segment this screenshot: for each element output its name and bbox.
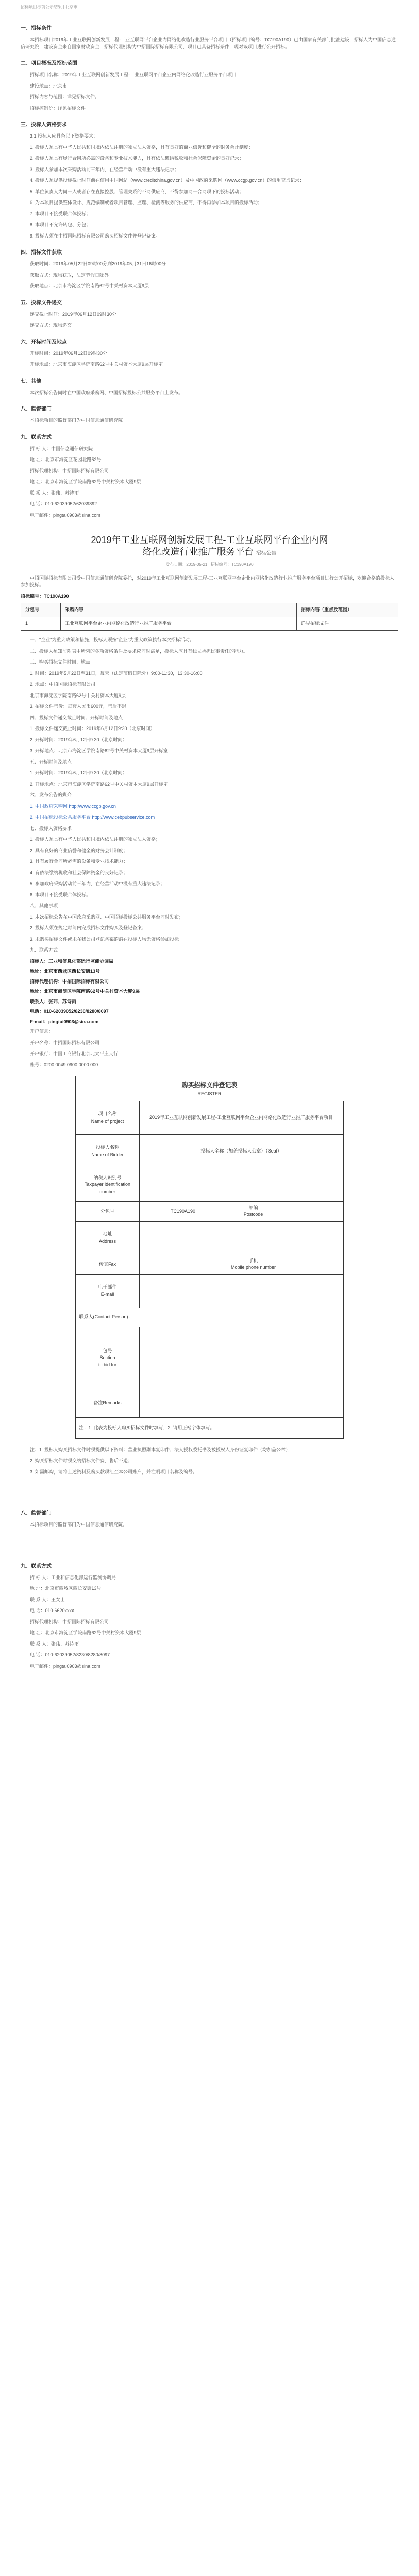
section-4-para: 获取时间：2019年05月22日09时00分到2019年05月31日16时00分 [30, 261, 166, 266]
form-row [76, 1201, 343, 1221]
section-3-para: 7. 本项目不接受联合体投标； [30, 211, 91, 216]
section-6-para: 开标地点：北京市海淀区学院南路62号中关村资本大厦9层开标室 [30, 362, 163, 367]
form-label-contact: 联系人(Contact Person)： [76, 1308, 343, 1327]
announcement-para: 八、其他事项 [30, 903, 58, 909]
package-cell: 详见招标文件 [297, 617, 398, 631]
form-field-remarks[interactable] [139, 1389, 343, 1417]
spacer [21, 1480, 398, 1500]
form-field-taxpayer[interactable] [139, 1168, 343, 1201]
section-4-title: 四、招标文件获取 [21, 250, 62, 256]
announcement-para: 一、"企业"为重大政策和措施，投标人须按"企业"为重大政策执行本次招标活动。 [30, 637, 194, 643]
form-label-address: 地址 Address [76, 1221, 139, 1255]
section-5-para: 递交截止时间：2019年06月12日09时30分 [30, 311, 117, 317]
announcement-para: 1. 时间：2019年5月22日至31日，每天（法定节假日除外）9:00-11:30，13:30-16:00 [30, 670, 203, 676]
section-5-para: 递交方式：现场递交 [30, 323, 72, 328]
section-1-title: 一、招标条件 [21, 26, 52, 31]
final-contact-line: 电 话：010-6620xxxx [30, 1608, 74, 1614]
announcement-paras [21, 637, 398, 954]
form-row [76, 1168, 343, 1201]
form-field-email[interactable] [139, 1274, 343, 1308]
final-contact-line: 招标代理机构：中招国际招标有限公司 [30, 1619, 109, 1624]
announcement-para: 五、开标时间及地点 [30, 759, 72, 765]
section-9-title: 九、联系方式 [21, 434, 52, 440]
announcement-para: 6. 本项目不接受联合体投标。 [30, 892, 91, 897]
contact-line: 联系人：张玮、苏诗雨 [30, 998, 77, 1004]
form-row [76, 1134, 343, 1168]
final-contact-line: 地 址：北京市西城区西长安街13号 [30, 1586, 102, 1591]
form-field-section[interactable] [139, 1327, 343, 1389]
bank-line: 账号：0200 0049 0900 0000 000 [30, 1062, 98, 1067]
final-contact-title: 九、联系方式 [21, 1563, 52, 1569]
form-row [76, 1221, 343, 1255]
announcement-title-line2 [21, 546, 398, 558]
contact-line: 招标代理机构：中招国际招标有限公司 [30, 978, 109, 984]
announcement-para: 七、投标人资格要求 [30, 825, 72, 831]
announcement-para: 2. 具有良好的商业信誉和健全的财务会计制度； [30, 848, 128, 853]
section-7-title: 七、其他 [21, 378, 41, 384]
section-3-para: 1. 投标人须具有中华人民共和国境内依法注册的独立法人资格，具有良好的商业信誉和健全的财务会计制度； [30, 144, 254, 150]
form-note: 注：1. 投标人购买招标文件时须提供以下资料：营业执照副本复印件、法人授权委托书及被授权人身份证复印件（均加盖公章）； [30, 1447, 293, 1452]
section-8-title: 八、监督部门 [21, 406, 52, 412]
section-3-para: 4. 投标人须提供投标截止时间前在信用中国网站（www.creditchina.gov.cn）及中国政府采购网（www.ccgp.gov.cn）的信用查询记录； [30, 178, 305, 183]
announcement-para: 北京市海淀区学院南路62号中关村资本大厦9层 [30, 692, 126, 698]
form-label-project: 项目名称 Name of project [76, 1101, 139, 1134]
registration-form [75, 1076, 344, 1439]
form-row [76, 1101, 343, 1134]
package-table [21, 603, 398, 631]
form-value-bidder[interactable]: 投标人全称（加盖投标人公章）（Seal） [139, 1134, 343, 1168]
section-3-para: 3.1 投标人应具备以下资格要求： [30, 133, 98, 139]
contact-line: 地址：北京市海淀区学院南路62号中关村资本大厦9层 [30, 989, 140, 994]
final-contact-line: 招 标 人：工业和信息化部运行监测协调局 [30, 1574, 116, 1580]
announcement-para: 2. 投标人须在规定时间内完成招标文件购买及登记备案； [30, 925, 147, 931]
section-6-para: 开标时间：2019年06月12日09时30分 [30, 350, 108, 356]
supervise-title: 八、监督部门 [21, 1511, 52, 1517]
contact-line: 地址：北京市西城区西长安街13号 [30, 969, 100, 974]
announcement-para: 3. 招标文件售价：每套人民币600元，售后不退 [30, 704, 127, 709]
announcement-para: 四、投标文件递交截止时间、开标时间及地点 [30, 715, 123, 720]
announcement-link[interactable]: 2. 中国招标投标公共服务平台 http://www.cebpubservice.com [30, 815, 155, 820]
table-row [21, 617, 398, 631]
form-title-en: REGISTER [197, 1091, 222, 1097]
form-row [76, 1417, 343, 1438]
section-7-para: 本次招标公告同时在中国政府采购网、中国招标投标公共服务平台上发布。 [30, 389, 183, 395]
announcement-para: 2. 开标时间：2019年6月12日9:30（北京时间） [30, 737, 127, 742]
announcement-para: 1. 开标时间：2019年6月12日9:30（北京时间） [30, 770, 127, 776]
form-row [76, 1327, 343, 1389]
announcement-para: 4. 有依法缴纳税收和社会保障资金的良好记录； [30, 870, 128, 875]
section-2-para: 招标控制价：详见招标文件。 [30, 105, 91, 111]
form-label-pkg: 分包号 [76, 1201, 139, 1221]
announcement-para: 1. 投标人须具有中华人民共和国境内依法注册的独立法人资格； [30, 837, 161, 842]
section-6-title: 六、开标时间及地点 [21, 339, 67, 345]
form-row [76, 1308, 343, 1327]
announcement-subtitle: 发布日期：2019-05-21 | 招标编号：TC190A190 [165, 562, 254, 567]
section-3-para: 3. 投标人参加本次采购活动前三年内，在经营活动中没有重大违法记录； [30, 166, 179, 172]
form-label-section: 包号 Section to bid for [76, 1327, 139, 1389]
final-contact-line: 联 系 人：王女士 [30, 1597, 65, 1602]
form-notes [21, 1447, 398, 1476]
form-label-postcode: 邮编 Postcode [227, 1201, 280, 1221]
package-cell: 工业互联网平台企业内网络化改造行业推广服务平台 [61, 617, 297, 631]
announcement-para: 5. 参加政府采购活动前三年内，在经营活动中没有重大违法记录； [30, 881, 165, 887]
section-2-title: 二、项目概况及招标范围 [21, 61, 77, 66]
section-9-para: 地 址：北京市海淀区花园北路52号 [30, 457, 102, 462]
form-label-fax: 传真Fax [76, 1255, 139, 1274]
section-8-para: 本招标项目的监督部门为中国信息通信研究院。 [30, 418, 128, 423]
package-col-header: 分包号 [21, 603, 61, 617]
form-note: 3. 如需邮购，请将上述资料及购买款项汇至本公司账户，并注明项目名称及编号。 [30, 1469, 198, 1475]
announcement-title-tail: 招标公告 [256, 551, 277, 557]
form-label-bidder: 投标人名称 Name of Bidder [76, 1134, 139, 1168]
form-field-postcode[interactable] [280, 1201, 343, 1221]
announcement-title-line2-text: 络化改造行业推广服务平台 [142, 547, 254, 557]
announcement-contacts [21, 958, 398, 1026]
announcement-para: 三、购买招标文件时间、地点 [30, 659, 91, 665]
section-9-para: 联 系 人：张玮、苏诗雨 [30, 490, 79, 496]
section-1-para: 本招标项目2019年工业互联网创新发展工程-工业互联网平台企业内网络化改造行业服务平台项目（招标项目编号：TC190A190）已由国家有关部门批准建设，招标人为中国信息通信研究院，建设资金来自国家财政资金，招标代理机构为中招国际招标有限公司，项目已具备招标条件，现对该项目进行公开招标。 [21, 37, 396, 49]
bank-info [21, 1028, 398, 1069]
package-cell: 1 [21, 617, 61, 631]
form-row [76, 1274, 343, 1308]
bank-title: 开户信息： [30, 1029, 54, 1035]
bank-line: 开户银行：中国工商银行北京北太平庄支行 [30, 1051, 119, 1057]
form-label-mobile: 手机 Mobile phone number [227, 1255, 280, 1274]
section-3-title: 三、投标人资格要求 [21, 122, 67, 128]
contact-line: 招标人：工业和信息化部运行监测协调局 [30, 958, 114, 964]
form-label-remarks: 备注Remarks [76, 1389, 139, 1417]
section-2-para: 招标内容与范围：详见招标文件。 [30, 94, 100, 99]
form-row [76, 1255, 343, 1274]
announcement-para: 2. 地点：中招国际招标有限公司 [30, 682, 96, 687]
form-row [76, 1389, 343, 1417]
section-9-para: 电子邮件：pingtai0903@sina.com [30, 512, 100, 518]
contact-line: 电话：010-62039052/8230/8280/8097 [30, 1009, 109, 1014]
package-col-header: 采购内容 [61, 603, 297, 617]
announcement-para: 3. 开标地点：北京市海淀区学院南路62号中关村资本大厦9层开标室 [30, 748, 169, 754]
announcement-para: 3. 未购买招标文件或未在我公司登记备案的潜在投标人均无资格参加投标。 [30, 936, 184, 942]
content-wrap [21, 0, 398, 1670]
announcement-para: 3. 具有履行合同所必需的设备和专业技术能力； [30, 859, 128, 865]
package-table-header [21, 603, 398, 617]
bank-line: 开户名称：中招国际招标有限公司 [30, 1040, 100, 1045]
announcement-para: 九、联系方式 [30, 947, 58, 953]
section-9-para: 招标代理机构：中招国际招标有限公司 [30, 468, 109, 473]
final-contact-line: 地 址：北京市海淀区学院南路62号中关村资本大厦9层 [30, 1630, 141, 1636]
package-col-header: 招标内容（重点及范围） [297, 603, 398, 617]
section-4-para: 获取地点：北京市海淀区学院南路62号中关村资本大厦9层 [30, 283, 149, 289]
section-3-para: 2. 投标人须具有履行合同所必需的设备和专业技术能力，具有依法缴纳税收和社会保障资金的良好记录； [30, 156, 244, 161]
announcement-intro: 中招国际招标有限公司受中国信息通信研究院委托，对2019年工业互联网创新发展工程-工业互联网平台企业内网络化改造行业推广服务平台项目进行公开招标，欢迎合格的投标人参加投标。 [21, 575, 395, 588]
section-3-para: 8. 本项目不允许转包、分包； [30, 222, 91, 227]
section-3-para: 6. 为本项目提供整体设计、规范编制或者项目管理、监理、检测等服务的供应商，不得再参加本项目的投标活动； [30, 200, 263, 205]
form-value-pkg: TC190A190 [139, 1201, 227, 1221]
form-value-project: 2019年工业互联网创新发展工程-工业互联网平台企业内网络化改造行业推广服务平台项目 [139, 1101, 343, 1134]
form-table [76, 1101, 344, 1439]
form-title: 购买招标文件登记表 [181, 1081, 238, 1089]
section-5-title: 五、投标文件递交 [21, 300, 62, 306]
section-2-para: 招标项目名称：2019年工业互联网创新发展工程-工业互联网平台企业内网络化改造行业服务平台项目 [30, 72, 237, 77]
section-4-para: 获取方式：现场获取，法定节假日除外 [30, 272, 109, 278]
spacer [21, 1533, 398, 1553]
form-note: 2. 购买招标文件时须交纳招标文件费，售后不退； [30, 1458, 133, 1464]
package-label: 招标编号：TC190A190 [21, 593, 69, 599]
announcement-title-line1: 2019年工业互联网创新发展工程-工业互联网平台企业内网 [91, 535, 328, 545]
announcement-link[interactable]: 1. 中国政府采购网 http://www.ccgp.gov.cn [30, 803, 116, 809]
announcement-para: 六、发布公告的媒介 [30, 792, 72, 798]
announcement-para: 二、投标人须知前附表中所列的各项资格条件及要求应同时满足，投标人应具有独立承担民事责任的能力。 [30, 648, 248, 654]
supervise-para: 本招标项目的监督部门为中国信息通信研究院。 [30, 1522, 128, 1528]
contact-email[interactable]: E-mail：pingtai0903@sina.com [30, 1019, 99, 1024]
form-label-email: 电子邮件 E-mail [76, 1274, 139, 1308]
final-contact-line: 联 系 人：张玮、苏诗雨 [30, 1641, 79, 1647]
section-9-para: 电 话：010-62039052/62039892 [30, 501, 97, 506]
form-remarks-text: 注：1. 此表为投标人购买招标文件时填写，2. 请用正楷字体填写。 [76, 1417, 343, 1438]
top-note: 招标项目标前公示结果 | 北京市 [21, 5, 78, 9]
announcement-para: 1. 本次招标公告在中国政府采购网、中国招标投标公共服务平台同时发布； [30, 914, 184, 920]
announcement-para: 1. 投标文件递交截止时间：2019年6月12日9:30（北京时间） [30, 726, 155, 732]
form-field-fax[interactable] [139, 1255, 227, 1274]
section-3-para: 9. 投标人须在中招国际招标有限公司购买招标文件并登记备案。 [30, 233, 161, 239]
section-2-para: 建设地点：北京市 [30, 83, 68, 89]
form-field-mobile[interactable] [280, 1255, 343, 1274]
form-field-address[interactable] [139, 1221, 343, 1255]
section-9-para: 招 标 人：中国信息通信研究院 [30, 446, 93, 451]
form-label-taxpayer: 纳税人识别号 Taxpayer identification number [76, 1168, 139, 1201]
announcement-title [21, 534, 398, 558]
section-3-para: 5. 单位负责人为同一人或者存在直接控股、管理关系的不同供应商，不得参加同一合同项下的投标活动； [30, 189, 244, 194]
final-contact-email[interactable]: 电子邮件：pingtai0903@sina.com [30, 1663, 100, 1669]
final-contact-line: 电 话：010-62039052/8230/8280/8097 [30, 1652, 110, 1658]
announcement-para: 2. 开标地点：北京市海淀区学院南路62号中关村资本大厦9层开标室 [30, 781, 169, 787]
section-9-para: 地 址：北京市海淀区学院南路62号中关村资本大厦9层 [30, 479, 141, 484]
